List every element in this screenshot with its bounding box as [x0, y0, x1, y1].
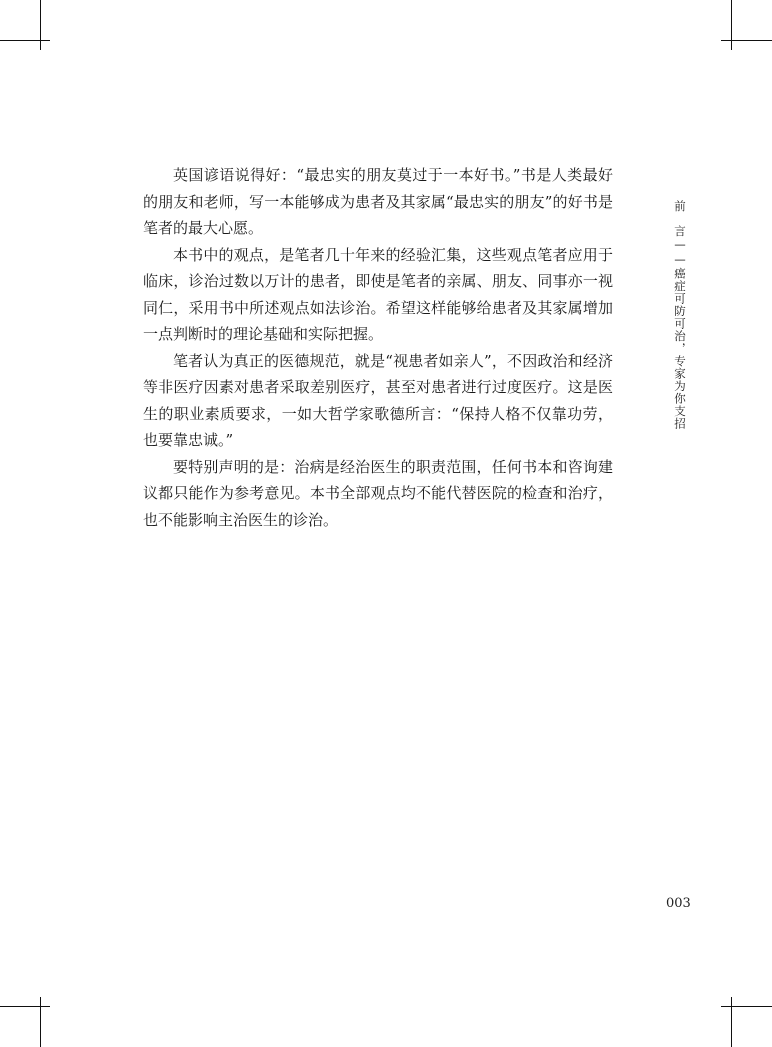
crop-mark-top-right-horizontal [721, 40, 772, 41]
body-text [143, 162, 613, 533]
paragraph-4: 要特别声明的是：治病是经治医生的职责范围，任何书本和咨询建议都只能作为参考意见。本书全部观点均不能代替医院的检查和治疗，也不能影响主治医生的诊治。 [143, 457, 613, 529]
running-header-vertical: 前 言——癌症可防可治，专家为你支招 [673, 200, 687, 430]
crop-mark-bottom-left-horizontal [0, 1006, 50, 1007]
page-number: 003 [666, 896, 691, 911]
crop-mark-top-right-vertical [731, 0, 732, 50]
crop-mark-bottom-right-vertical [731, 997, 732, 1047]
crop-mark-bottom-right-horizontal [721, 1006, 772, 1007]
crop-mark-top-left-vertical [40, 0, 41, 50]
paragraph-2: 本书中的观点，是笔者几十年来的经验汇集，这些观点笔者应用于临床，诊治过数以万计的患者，即使是笔者的亲属、朋友、同事亦一视同仁，采用书中所述观点如法诊治。希望这样能够给患者及其家属增加一点判断时的理论基础和实际把握。 [143, 245, 613, 343]
paragraph-1: 英国谚语说得好：“最忠实的朋友莫过于一本好书。”书是人类最好的朋友和老师，写一本能够成为患者及其家属“最忠实的朋友”的好书是笔者的最大心愿。 [143, 166, 613, 237]
paragraph-3: 笔者认为真正的医德规范，就是“视患者如亲人”，不因政治和经济等非医疗因素对患者采取差别医疗，甚至对患者进行过度医疗。这是医生的职业素质要求，一如大哲学家歌德所言：“保持人格不仅靠功劳，也要靠忠诚。” [143, 351, 613, 449]
crop-mark-top-left-horizontal [0, 40, 50, 41]
crop-mark-bottom-left-vertical [40, 997, 41, 1047]
